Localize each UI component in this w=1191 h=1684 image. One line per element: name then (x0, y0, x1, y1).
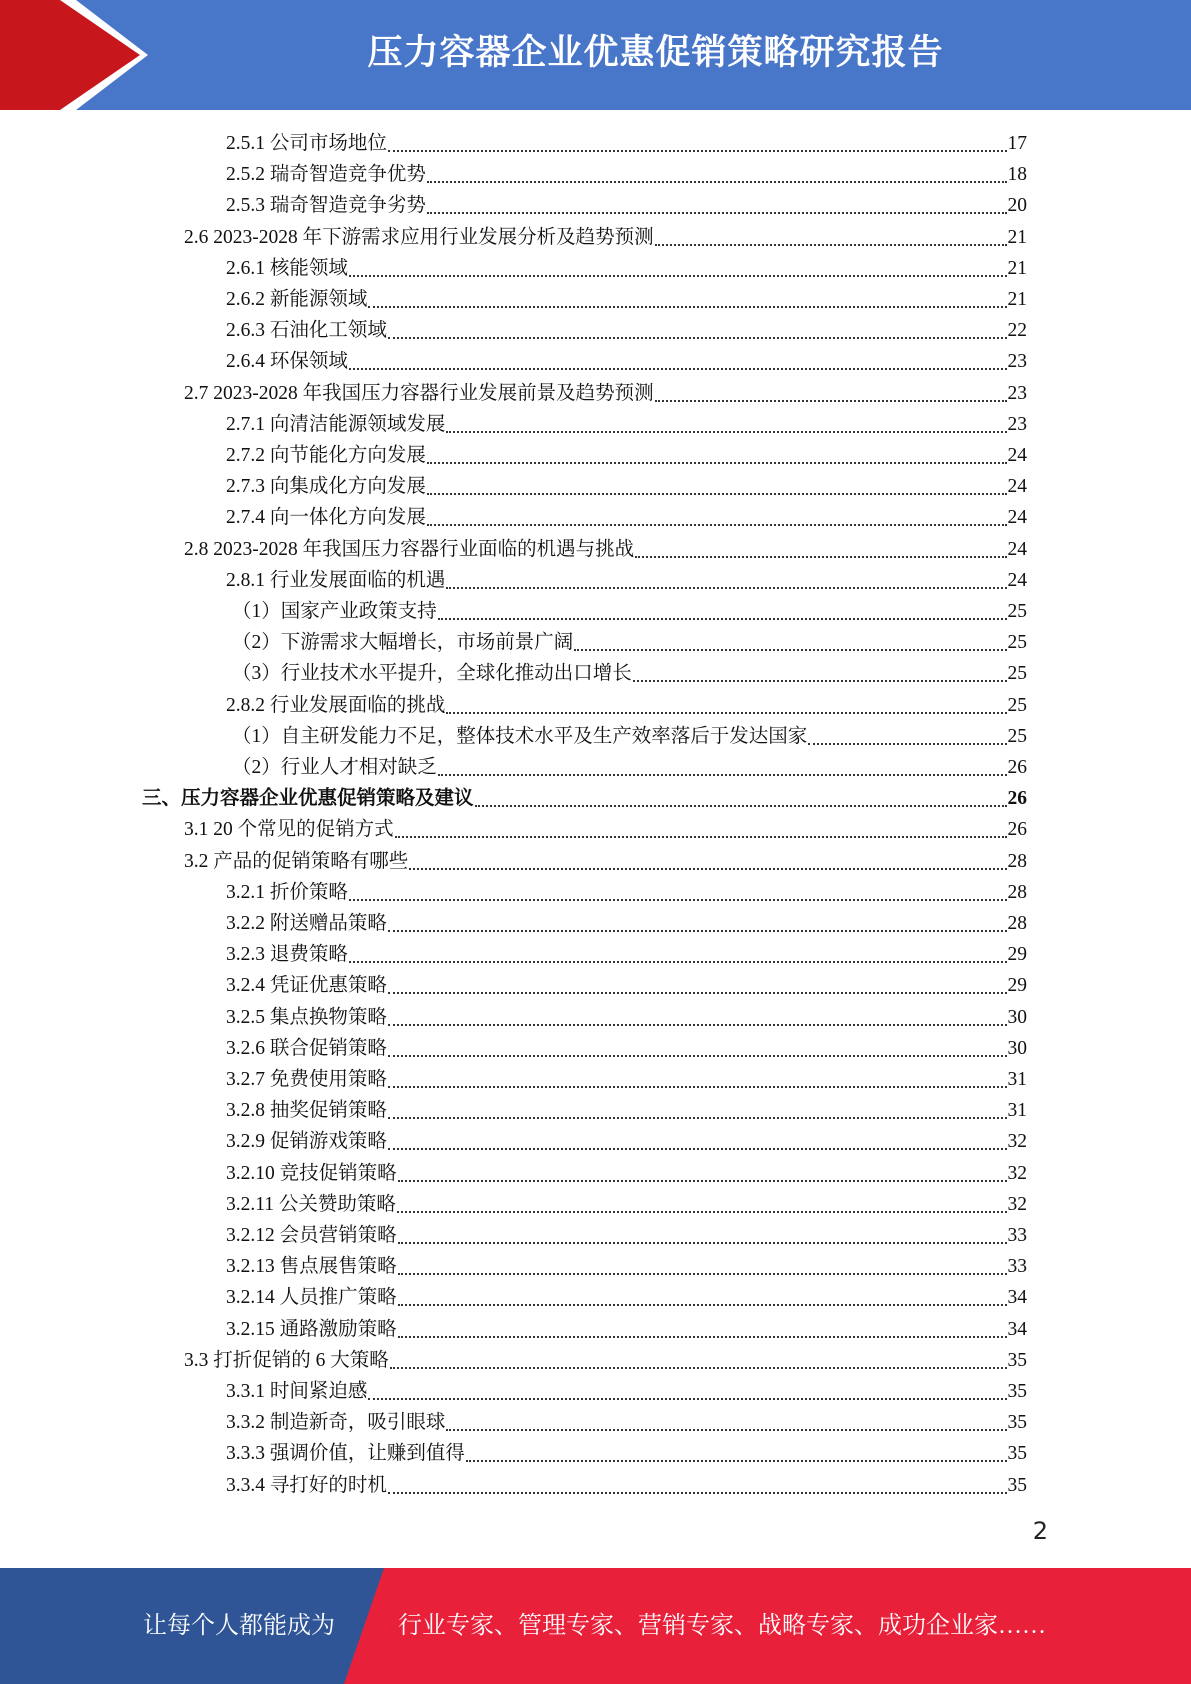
toc-dot-leader (388, 1117, 1007, 1119)
toc-entry-title: 3.3 打折促销的 6 大策略 (184, 1349, 389, 1371)
toc-dot-leader (388, 1148, 1007, 1150)
toc-entry-page: 21 (1007, 226, 1027, 248)
toc-entry-page: 35 (1007, 1412, 1027, 1434)
toc-entry-title: 2.8.2 行业发展面临的挑战 (226, 694, 446, 716)
toc-dot-leader (635, 556, 1006, 558)
toc-entry-page: 32 (1007, 1162, 1027, 1184)
toc-entry-title: 3.3.4 寻打好的时机 (226, 1474, 387, 1496)
toc-entry-title: 3.2.15 通路激励策略 (226, 1318, 397, 1340)
footer-roles: 行业专家、管理专家、营销专家、战略专家、成功企业家…… (398, 1613, 1046, 1639)
toc-entry-page: 24 (1007, 507, 1027, 529)
toc-entry-page: 22 (1007, 320, 1027, 342)
toc-entry[interactable] (226, 128, 1027, 159)
toc-entry-page: 17 (1007, 133, 1027, 154)
toc-dot-leader (574, 649, 1006, 651)
toc-entry-title: 2.6.1 核能领域 (226, 257, 348, 279)
toc-entry-title: 2.5.3 瑞奇智造竞争劣势 (226, 195, 426, 217)
toc-entry-title: 3.2.7 免费使用策略 (226, 1069, 387, 1090)
toc-entry-page: 25 (1007, 694, 1027, 716)
toc-dot-leader (349, 899, 1007, 901)
toc-dot-leader (368, 1398, 1006, 1400)
toc-entry[interactable] (226, 284, 1027, 315)
toc-dot-leader (427, 524, 1007, 526)
toc-entry-title: （2）下游需求大幅增长，市场前景广阔 (232, 632, 574, 654)
toc-entry-page: 34 (1007, 1287, 1027, 1309)
toc-entry[interactable] (226, 1189, 1027, 1220)
toc-entry-page: 24 (1007, 569, 1027, 591)
toc-dot-leader (427, 181, 1007, 183)
toc-entry-title: 三、压力容器企业优惠促销策略及建议 (142, 788, 474, 810)
toc-entry-page: 23 (1007, 413, 1027, 435)
toc-dot-leader (368, 306, 1006, 308)
toc-entry[interactable] (184, 378, 1027, 409)
toc-entry[interactable] (226, 1033, 1027, 1064)
toc-entry-page: 29 (1007, 944, 1027, 966)
toc-entry-page: 18 (1007, 164, 1027, 186)
toc-entry-title: 3.2.6 联合促销策略 (226, 1037, 387, 1059)
toc-entry-page: 35 (1007, 1349, 1027, 1371)
toc-entry-title: 3.2.12 会员营销策略 (226, 1225, 397, 1246)
toc-entry[interactable] (226, 1220, 1027, 1251)
page-footer (0, 1568, 1191, 1684)
toc-entry-page: 30 (1007, 1006, 1027, 1028)
toc-dot-leader (466, 1460, 1007, 1462)
toc-entry-title: 3.2.1 折价策略 (226, 881, 348, 903)
toc-entry-title: 2.5.2 瑞奇智造竞争优势 (226, 164, 426, 186)
toc-entry[interactable] (226, 1438, 1027, 1469)
toc-entry-page: 23 (1007, 382, 1027, 404)
page-number: 2 (1032, 1517, 1048, 1545)
toc-entry[interactable] (226, 315, 1027, 346)
toc-entry[interactable] (226, 253, 1027, 284)
toc-entry-page: 23 (1007, 351, 1027, 373)
toc-dot-leader (398, 1273, 1007, 1275)
toc-entry-page: 28 (1007, 913, 1027, 934)
toc-dot-leader (446, 712, 1006, 714)
toc-entry-page: 24 (1007, 476, 1027, 498)
toc-entry-title: 3.2.3 退费策略 (226, 944, 348, 966)
toc-entry-title: 3.2.10 竞技促销策略 (226, 1162, 397, 1184)
toc-entry-page: 31 (1007, 1069, 1027, 1090)
toc-entry-title: 2.7.4 向一体化方向发展 (226, 507, 426, 529)
toc-entry-page: 30 (1007, 1037, 1027, 1059)
toc-entry[interactable] (226, 1158, 1027, 1189)
toc-dot-leader (438, 774, 1007, 776)
toc-entry[interactable] (226, 1407, 1027, 1438)
report-title: 压力容器企业优惠促销策略研究报告 (367, 33, 944, 73)
toc-dot-leader (427, 462, 1007, 464)
toc-entry-page: 32 (1007, 1131, 1027, 1153)
toc-entry-page: 21 (1007, 257, 1027, 279)
toc-entry-page: 24 (1007, 445, 1027, 466)
toc-entry[interactable] (226, 1282, 1027, 1313)
toc-entry-title: 3.3.2 制造新奇，吸引眼球 (226, 1412, 446, 1434)
toc-entry-page: 31 (1007, 1100, 1027, 1122)
toc-entry[interactable] (226, 877, 1027, 908)
toc-dot-leader (349, 368, 1007, 370)
toc-entry[interactable] (232, 627, 1027, 658)
toc-dot-leader (395, 836, 1007, 838)
toc-entry[interactable] (226, 502, 1027, 533)
toc-entry[interactable] (226, 690, 1027, 721)
toc-entry[interactable] (226, 1064, 1027, 1095)
toc-dot-leader (388, 1024, 1007, 1026)
toc-dot-leader (655, 400, 1007, 402)
toc-entry[interactable] (226, 409, 1027, 440)
toc-entry-title: 3.2.14 人员推广策略 (226, 1287, 397, 1309)
toc-entry[interactable] (226, 565, 1027, 596)
toc-dot-leader (633, 680, 1007, 682)
toc-dot-leader (655, 244, 1007, 246)
toc-dot-leader (388, 337, 1007, 339)
toc-dot-leader (398, 1242, 1007, 1244)
toc-entry[interactable] (226, 1470, 1027, 1501)
toc-entry[interactable] (226, 908, 1027, 939)
toc-entry-page: 35 (1007, 1443, 1027, 1465)
toc-entry-title: （1）国家产业政策支持 (232, 601, 437, 622)
toc-dot-leader (446, 431, 1006, 433)
toc-entry[interactable] (226, 970, 1027, 1001)
toc-entry-page: 24 (1007, 538, 1027, 560)
toc-dot-leader (388, 150, 1007, 152)
toc-entry-page: 20 (1007, 195, 1027, 217)
toc-entry[interactable] (142, 783, 1027, 814)
toc-entry-title: 2.7.1 向清洁能源领域发展 (226, 413, 446, 435)
toc-entry[interactable] (184, 1345, 1027, 1376)
toc-entry-title: 2.5.1 公司市场地位 (226, 133, 387, 154)
toc-entry-page: 32 (1007, 1193, 1027, 1215)
toc-entry[interactable] (226, 1376, 1027, 1407)
toc-entry-title: 2.8 2023-2028 年我国压力容器行业面临的机遇与挑战 (184, 538, 635, 560)
toc-entry-page: 25 (1007, 663, 1027, 685)
toc-dot-leader (388, 992, 1007, 994)
toc-entry-title: 3.2.9 促销游戏策略 (226, 1131, 387, 1153)
toc-entry-title: 3.2.8 抽奖促销策略 (226, 1100, 387, 1122)
toc-dot-leader (808, 743, 1006, 745)
toc-dot-leader (446, 1429, 1006, 1431)
toc-entry-title: 3.2.4 凭证优惠策略 (226, 975, 387, 997)
toc-entry-title: （3）行业技术水平提升，全球化推动出口增长 (232, 663, 632, 685)
toc-entry-page: 33 (1007, 1256, 1027, 1278)
toc-entry-page: 26 (1007, 788, 1027, 810)
toc-entry-title: 2.6.3 石油化工领域 (226, 320, 387, 342)
toc-entry-title: 2.6 2023-2028 年下游需求应用行业发展分析及趋势预测 (184, 226, 654, 248)
toc-dot-leader (475, 805, 1007, 807)
toc-dot-leader (397, 1211, 1007, 1213)
toc-entry[interactable] (226, 190, 1027, 221)
toc-dot-leader (438, 618, 1007, 620)
header-arrow-decoration (0, 0, 160, 110)
toc-entry-page: 25 (1007, 601, 1027, 622)
toc-dot-leader (349, 961, 1007, 963)
toc-entry-title: 3.1 20 个常见的促销方式 (184, 819, 394, 841)
toc-entry[interactable] (226, 159, 1027, 190)
toc-entry[interactable] (226, 1002, 1027, 1033)
toc-entry-title: 3.2.5 集点换物策略 (226, 1006, 387, 1028)
toc-entry-title: 2.7.2 向节能化方向发展 (226, 445, 426, 466)
toc-entry[interactable] (184, 814, 1027, 845)
toc-dot-leader (388, 930, 1007, 932)
toc-dot-leader (388, 1055, 1007, 1057)
page-header (0, 0, 1191, 110)
toc-entry-title: 3.2.11 公关赞助策略 (226, 1193, 396, 1215)
toc-dot-leader (427, 212, 1007, 214)
toc-dot-leader (388, 1086, 1007, 1088)
toc-entry[interactable] (232, 752, 1027, 783)
toc-entry-title: （1）自主研发能力不足，整体技术水平及生产效率落后于发达国家 (232, 725, 808, 747)
toc-entry-page: 26 (1007, 819, 1027, 841)
toc-entry[interactable] (226, 346, 1027, 377)
toc-entry[interactable] (184, 846, 1027, 877)
toc-dot-leader (398, 1336, 1007, 1338)
toc-entry-page: 34 (1007, 1318, 1027, 1340)
toc-entry[interactable] (226, 1095, 1027, 1126)
toc-dot-leader (446, 587, 1006, 589)
toc-entry-page: 35 (1007, 1474, 1027, 1496)
toc-entry[interactable] (226, 1126, 1027, 1157)
toc-entry-page: 26 (1007, 757, 1027, 778)
toc-dot-leader (390, 1367, 1007, 1369)
toc-entry-title: 3.2 产品的促销策略有哪些 (184, 850, 409, 872)
toc-entry-title: 2.8.1 行业发展面临的机遇 (226, 569, 446, 591)
toc-entry-title: 3.3.1 时间紧迫感 (226, 1381, 368, 1402)
toc-entry-page: 35 (1007, 1381, 1027, 1402)
toc-entry[interactable] (226, 471, 1027, 502)
toc-entry[interactable] (226, 1314, 1027, 1345)
toc-entry-title: 3.3.3 强调价值，让赚到值得 (226, 1443, 465, 1465)
toc-entry-page: 28 (1007, 881, 1027, 903)
toc-entry-title: 2.7 2023-2028 年我国压力容器行业发展前景及趋势预测 (184, 382, 654, 404)
footer-slogan: 让每个人都能成为 (143, 1613, 335, 1639)
toc-entry[interactable] (226, 939, 1027, 970)
toc-dot-leader (398, 1180, 1007, 1182)
toc-entry-title: 3.2.13 售点展售策略 (226, 1256, 397, 1278)
toc-entry[interactable] (232, 596, 1027, 627)
toc-entry[interactable] (184, 222, 1027, 253)
toc-entry-page: 25 (1007, 632, 1027, 654)
toc-entry-page: 25 (1007, 725, 1027, 747)
toc-dot-leader (409, 868, 1006, 870)
toc-entry-title: 2.6.2 新能源领域 (226, 289, 368, 310)
toc-entry-page: 21 (1007, 289, 1027, 310)
toc-entry-page: 33 (1007, 1225, 1027, 1246)
toc-entry-title: （2）行业人才相对缺乏 (232, 757, 437, 778)
toc-dot-leader (398, 1304, 1007, 1306)
toc-dot-leader (388, 1492, 1007, 1494)
toc-entry[interactable] (226, 1251, 1027, 1282)
toc-entry-title: 2.7.3 向集成化方向发展 (226, 476, 426, 498)
toc-entry-title: 3.2.2 附送赠品策略 (226, 913, 387, 934)
toc-entry-page: 28 (1007, 850, 1027, 872)
toc-entry[interactable] (232, 658, 1027, 689)
toc-entry-title: 2.6.4 环保领域 (226, 351, 348, 373)
toc-entry[interactable] (226, 440, 1027, 471)
toc-dot-leader (427, 493, 1007, 495)
toc-dot-leader (349, 275, 1007, 277)
toc-entry[interactable] (184, 534, 1027, 565)
toc-entry-page: 29 (1007, 975, 1027, 997)
toc-entry[interactable] (232, 721, 1027, 752)
